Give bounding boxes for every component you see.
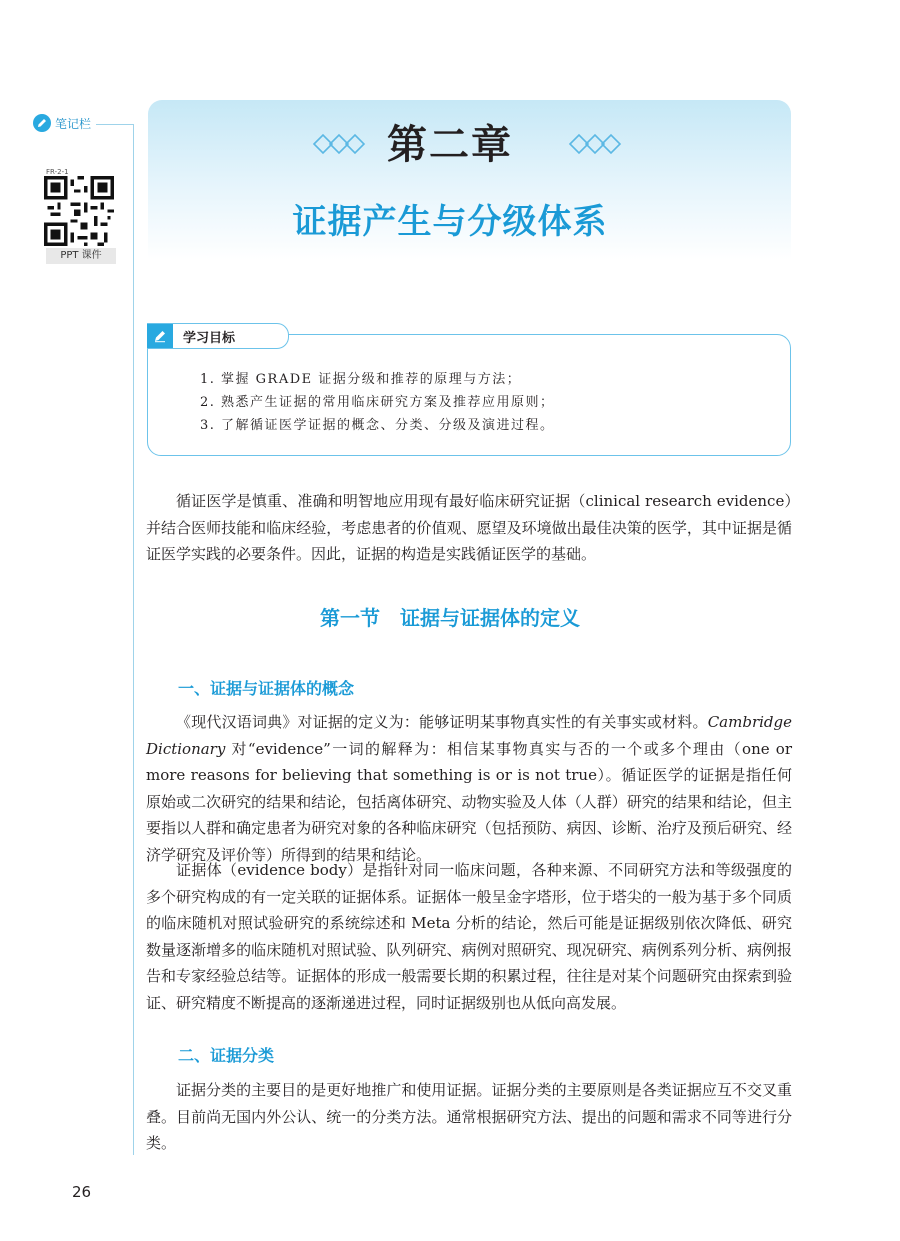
objective-item: 3. 了解循证医学证据的概念、分类、分级及演进过程。 [200,418,555,433]
lattice-ornament-right-icon [568,133,626,155]
notes-column-rule [133,125,134,1155]
learning-objectives-tab [147,323,289,349]
chapter-number-title: 第二章 [387,121,513,168]
subsection-title: 一、证据与证据体的概念 [178,679,355,698]
pen-icon [147,324,173,348]
definition-paragraph [146,709,792,868]
learning-objectives-list [200,368,555,437]
objective-item: 1. 掌握 GRADE 证据分级和推荐的原理与方法； [200,372,522,387]
subsection-title: 二、证据分类 [178,1046,275,1065]
qr-code-id: FR-2-1 [46,168,69,176]
notes-column-label: 笔记栏 [55,116,92,131]
learning-objectives-label: 学习目标 [183,330,236,346]
objective-item: 2. 熟悉产生证据的常用临床研究方案及推荐应用原则； [200,395,555,410]
definition-text: 《现代汉语词典》对证据的定义为：能够证明某事物真实性的有关事实或材料。 [176,713,708,731]
intro-paragraph: 循证医学是慎重、准确和明智地应用现有最好临床研究证据（clinical research evidence）并结合医师技能和临床经验，考虑患者的价值观、愿望及环境做出最佳决策的医学，其中证据是循证医学实践的必要条件。因此，证据的构造是实践循证医学的基础。 [146,492,792,563]
page-number: 26 [72,1183,92,1201]
evidence-body-paragraph: 证据体（evidence body）是指针对同一临床问题，各种来源、不同研究方法和等级强度的多个研究构成的有一定关联的证据体系。证据体一般呈金字塔形，位于塔尖的一般为基于多个同质的临床随机对照试验研究的系统综述和 Meta 分析的结论，然后可能是证据级别依次降低、研究数量逐渐增多的临床随机对照试验、队列研究、病例对照研究、现况研究、病例系列分析、病例报告和专家经验总结等。证据体的形成一般需要长期的积累过程，往往是对某个问题研究由探索到验证、研究精度不断提高的逐渐递进过程，同时证据级别也从低向高发展。 [146,861,792,1012]
section-title: 第一节 证据与证据体的定义 [320,606,580,630]
definition-text-continued: 对“evidence”一词的解释为：相信某事物真实与否的一个或多个理由（one or more reasons for believing that something is or is not true）。循证医学的证据是指任何原始或二次研究的结果和结论，包括离体研究、动物实验及人体（人群）研究的结果和结论，但主要指以人群和确定患者为研究对象的各种临床研究（包括预防、病因、诊断、治疗及预后研究、经济学研究及评价等）所得到的结果和结论。 [146,739,792,864]
ppt-courseware-label: PPT 课件 [46,248,116,264]
chapter-title: 证据产生与分级体系 [292,202,608,242]
dictionary-name: Cambridge Dictionary [146,713,792,758]
classification-paragraph: 证据分类的主要目的是更好地推广和使用证据。证据分类的主要原则是各类证据应互不交叉重叠。目前尚无国内外公认、统一的分类方法。通常根据研究方法、提出的问题和需求不同等进行分类。 [146,1081,792,1152]
